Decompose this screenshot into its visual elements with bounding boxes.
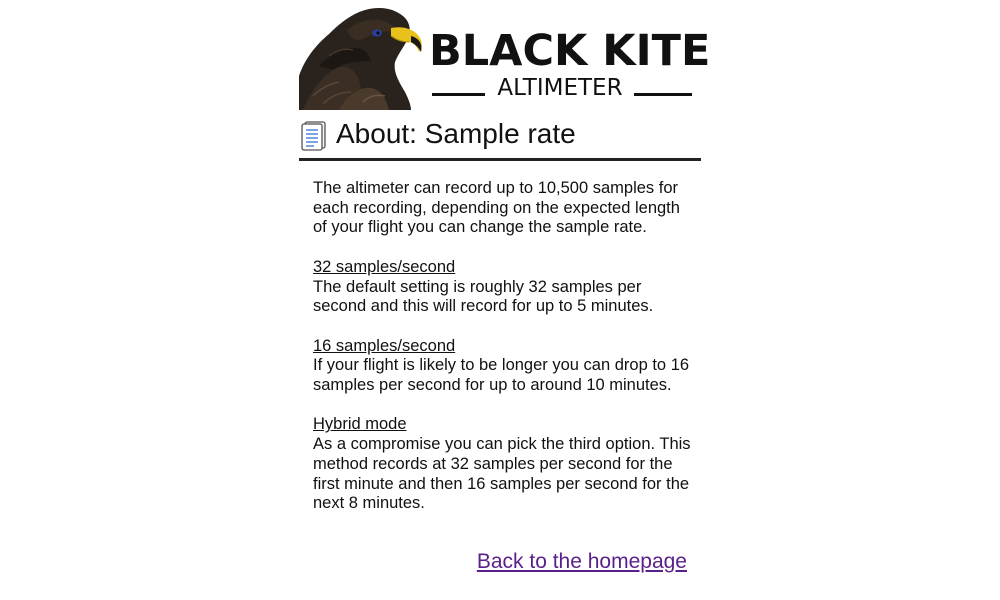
brand-title: BLACK KITE [429,26,711,76]
brand-subtitle-row [432,74,692,100]
document-icon [301,121,327,151]
section-hybrid-mode [313,415,691,514]
content [313,179,691,534]
section-body: If your flight is likely to be longer you can drop to 16 samples per second for up to around 10 minutes. [313,356,690,394]
section-16-samples [313,337,691,396]
brand-banner [299,6,711,110]
brand-rule-right [634,93,692,96]
eagle-icon [299,6,427,110]
section-title: Hybrid mode [313,415,407,434]
brand-rule-left [432,93,485,96]
intro-paragraph: The altimeter can record up to 10,500 samples for each recording, depending on the expected length of your flight you can change the sample rate. [313,179,680,237]
page-header [299,112,701,161]
page [299,0,711,600]
section-32-samples [313,258,691,317]
brand-subtitle: ALTIMETER [497,75,623,101]
section-body: The default setting is roughly 32 samples per second and this will record for up to 5 minutes. [313,277,654,316]
section-body: As a compromise you can pick the third option. This method records at 32 samples per second for the first minute and then 16 samples per second for the next 8 minutes. [313,435,691,513]
section-title: 32 samples/second [313,257,456,276]
back-to-homepage-link[interactable]: Back to the homepage [476,550,687,573]
page-title: About: Sample rate [336,118,576,149]
section-title: 16 samples/second [313,336,456,355]
